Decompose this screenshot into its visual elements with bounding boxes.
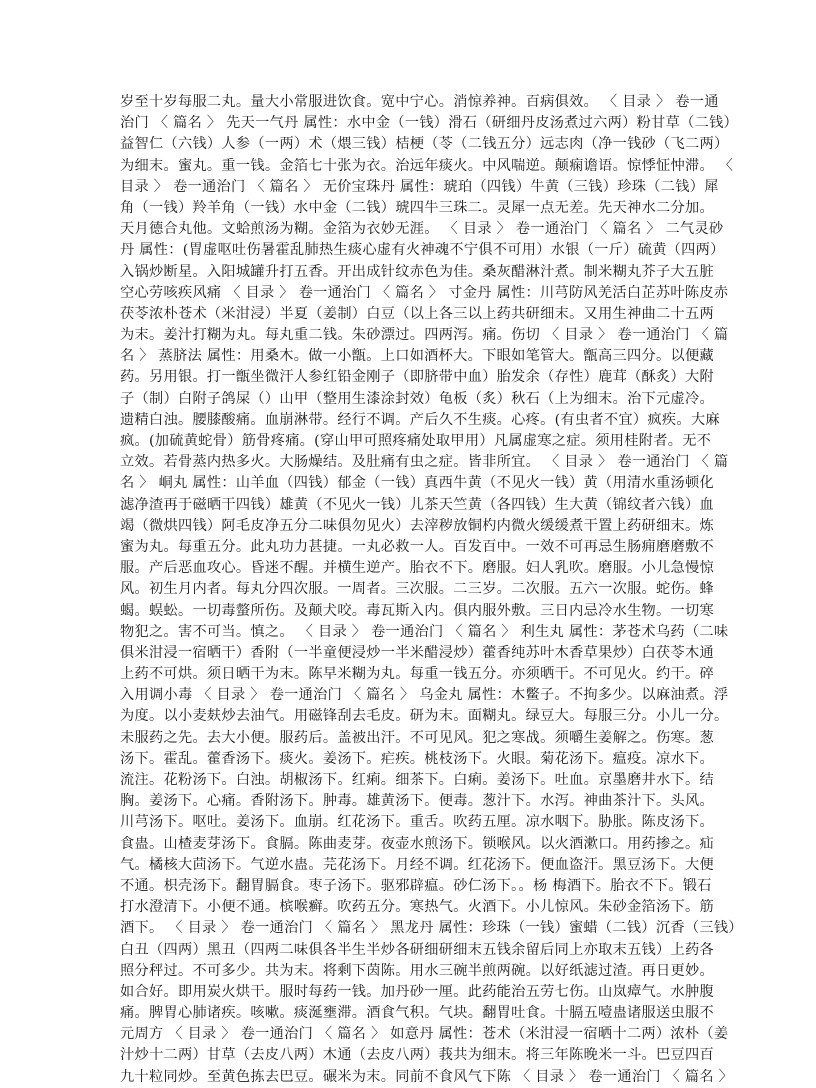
text-line: 名 〉 蒸脐法 属性：用桑木。做一小甑。上口如酒杯大。下眼如笔管大。甑高三四分。以便藏	[120, 348, 714, 365]
text-line: 九十粒同炒。至黄色拣去巴豆。碾米为末。同前不食风气下陈 〈 目录 〉 卷一通治门 〈 篇名 〉	[120, 1068, 734, 1085]
text-line: 汁炒十二两）甘草（去皮八两）木通（去皮八两）莪共为细末。将三年陈晚米一斗。巴豆四百	[120, 1047, 714, 1064]
text-line: 俱米泔浸一宿晒干）香附（一半童便浸炒一半米醋浸炒）藿香纯苏叶木香草果炒）白茯苓木通	[120, 644, 714, 661]
text-line: 遗精白浊。腰膝酸痛。血崩淋带。经行不调。产后久不生痰。心疼。(有虫者不宜）疯疾。大麻	[120, 411, 720, 428]
text-line: 为末。姜汁打糊为丸。每丸重二钱。朱砂漂过。四两泻。痛。伤切 〈 目录 〉 卷一通治门 〈 篇	[120, 327, 729, 344]
text-line: 白丑（四两）黑丑（四两二味俱各半生半炒各研细研细末五钱余留后同上亦取末五钱）上药各	[120, 941, 714, 958]
text-line: 服。产后恶血攻心。昏迷不醒。并横生逆产。胎衣不下。磨服。妇人乳吹。磨服。小儿急慢惊	[120, 560, 714, 577]
text-line: 茯苓浓朴苍术（米泔浸）半夏（姜制）白豆（以上各三以上药共研细末。又用生神曲二十五两	[120, 305, 714, 322]
text-line: 未服药之先。去大小便。服药后。盖被出汗。不可见风。犯之寒战。须嚼生姜解之。伤寒。葱	[120, 729, 714, 746]
text-line: 照分秤过。不可多少。共为末。将剩下茵陈。用水三碗半煎两碗。以好纸滤过渣。再日更妙。	[120, 962, 714, 979]
text-line: 天月德合丸他。文蛤煎汤为糊。金箔为衣妙无涯。 〈 目录 〉 卷一通治门 〈 篇名 〉 二气灵砂	[120, 221, 724, 238]
text-line: 酒下。 〈 目录 〉 卷一通治门 〈 篇名 〉 黑龙丹 属性：珍珠（一钱）蜜蜡（二钱）沉香（三钱）	[120, 920, 743, 937]
text-line: 角（一钱）羚羊角（一钱）水中金（二钱）琥四牛三珠二。灵犀一点无差。先天神水二分加。	[120, 199, 714, 216]
text-line: 滤净渣再于磁晒干四钱）雄黄（不见火一钱）儿茶天竺黄（各四钱）生大黄（锦纹者六钱）血	[120, 496, 714, 513]
text-line: 为度。以小麦麸炒去油气。用磁锋刮去毛皮。研为末。面糊丸。绿豆大。每服三分。小儿一分。	[120, 708, 729, 725]
text-line: 名 〉 峒丸 属性：山羊血（四钱）郁金（一钱）真西牛黄（不见火一钱）黄（用清水重汤顿化	[120, 475, 714, 492]
text-line: 空心劳咳疾风痛 〈 目录 〉 卷一通治门 〈 篇名 〉 寸金丹 属性：川芎防风羌活白芷苏叶陈皮赤	[120, 284, 729, 301]
text-line: 药。另用银。打一甑坐微汗人参红铅金刚子（即脐带中血）胎发余（存性）鹿茸（酥炙）大附	[120, 369, 714, 386]
text-line: 食蛊。山楂麦芽汤下。食膈。陈曲麦芽。夜壶水煎汤下。锁喉风。以火酒漱口。用药掺之。疝	[120, 835, 714, 852]
text-line: 子（制）白附子鸽屎（）山甲（整用生漆涂封效）龟板（炙）秋石（上为细末。治下元虚冷。	[120, 390, 714, 407]
text-line: 治门 〈 篇名 〉 先天一气丹 属性：水中金（一钱）滑石（研细丹皮汤煮过六两）粉甘草（二钱）	[120, 115, 739, 132]
text-line: 目录 〉 卷一通治门 〈 篇名 〉 无价宝珠丹 属性：琥珀（四钱）牛黄（三钱）珍珠（二钱）犀	[120, 178, 719, 195]
text-line: 气。橘核大茴汤下。气逆水蛊。芫花汤下。月经不调。红花汤下。便血盗汗。黑豆汤下。大便	[120, 856, 714, 873]
text-line: 汤下。霍乱。藿香汤下。痰火。姜汤下。疟疾。桃枝汤下。火眼。菊花汤下。瘟疫。凉水下。	[120, 750, 714, 767]
text-line: 不通。枳壳汤下。翻胃膈食。枣子汤下。驱邪辟瘟。砂仁汤下。。杨 梅酒下。胎衣不下。锻石	[120, 877, 712, 894]
text-line: 疯。(加硫黄蛇骨）筋骨疼痛。(穿山甲可照疼痛处取甲用）凡属虚寒之症。须用桂附者。无不	[120, 433, 712, 449]
text-line: 竭（微烘四钱）阿毛皮净五分二味俱勿见火）去滓秽放铜杓内微火缓缓煮干置上药研细末。炼	[120, 517, 714, 534]
text-line: 岁至十岁每服二丸。量大小常服进饮食。宽中宁心。消惊养神。百病俱效。 〈 目录 〉 卷一通	[120, 94, 719, 110]
text-line: 风。初生月内者。每丸分四次服。一周者。三次服。二三岁。二次服。五六一次服。蛇伤。蜂	[120, 581, 714, 598]
text-line: 入锅炒断星。入阳城罐升打五香。开出成针纹赤色为佳。桑灰醋淋汁煮。制米糊丸芥子大五脏	[120, 263, 714, 280]
text-line: 流注。花粉汤下。白浊。胡椒汤下。红痢。细茶下。白痢。姜汤下。吐血。京墨磨井水下。结	[120, 772, 714, 788]
text-line: 益智仁（六钱）人参（一两）术（煨三钱）桔梗（苓（二钱五分）远志肉（净一钱砂（飞二两）	[120, 136, 729, 153]
text-line: 蝎。蜈蚣。一切毒螫所伤。及颠犬咬。毒瓦斯入内。俱内服外敷。三日内忌冷水生物。一切寒	[120, 602, 714, 619]
text-line: 打水澄清下。小便不通。槟喉癣。吹药五分。寒热气。火酒下。小儿惊风。朱砂金箔汤下。筋	[120, 899, 714, 916]
text-line: 元周方 〈 目录 〉 卷一通治门 〈 篇名 〉 如意丹 属性：苍术（米泔浸一宿晒十二两）浓朴（姜	[120, 1026, 729, 1043]
text-line: 为细末。蜜丸。重一钱。金箔七十张为衣。治远年痰火。中风喘逆。颠痫谵语。惊悸怔忡滞。 〈	[120, 157, 734, 174]
text-line: 立效。若骨蒸内热多火。大肠燥结。及肚痛有虫之症。皆非所宜。 〈 目录 〉 卷一通治门 〈 篇	[120, 454, 729, 471]
text-line: 入用调小毒 〈 目录 〉 卷一通治门 〈 篇名 〉 乌金丸 属性：木鳖子。不拘多少。以麻油煮。浮	[120, 687, 729, 704]
text-line: 胸。姜汤下。心痛。香附汤下。肿毒。雄黄汤下。便毒。葱汁下。水泻。神曲茶汁下。头风。	[120, 793, 714, 810]
text-line: 如合好。即用炭火烘干。服时每药一钱。加丹砂一厘。此药能治五劳七伤。山岚瘴气。水肿腹	[120, 983, 714, 1000]
text-line: 蜜为丸。每重五分。此丸功力甚捷。一丸必救一人。百发百中。一效不可再忌生肠痈磨磨敷不	[120, 538, 714, 555]
document-body	[120, 92, 743, 1088]
text-line: 川芎汤下。呕吐。姜汤下。血崩。红花汤下。重舌。吹药五厘。凉水咽下。胁胀。陈皮汤下。	[120, 814, 714, 831]
text-line: 痛。脾胃心肺诸疾。咳嗽。痰涎壅滞。酒食气积。气块。翻胃吐食。十膈五噎蛊诸服送虫服不	[120, 1005, 714, 1022]
text-line: 丹 属性：(胃虚呕吐伤暑霍乱肺热生痰心虚有火神魂不宁俱不可用）水银（一斤）硫黄（四两）	[120, 242, 725, 259]
text-line: 物犯之。害不可当。慎之。 〈 目录 〉 卷一通治门 〈 篇名 〉 利生丸 属性：茅苍术乌药（二味	[120, 623, 729, 640]
text-line: 上药不可烘。须日晒干为末。陈早米糊为丸。每重一钱五分。亦须晒干。不可见火。约干。碎	[120, 666, 714, 683]
